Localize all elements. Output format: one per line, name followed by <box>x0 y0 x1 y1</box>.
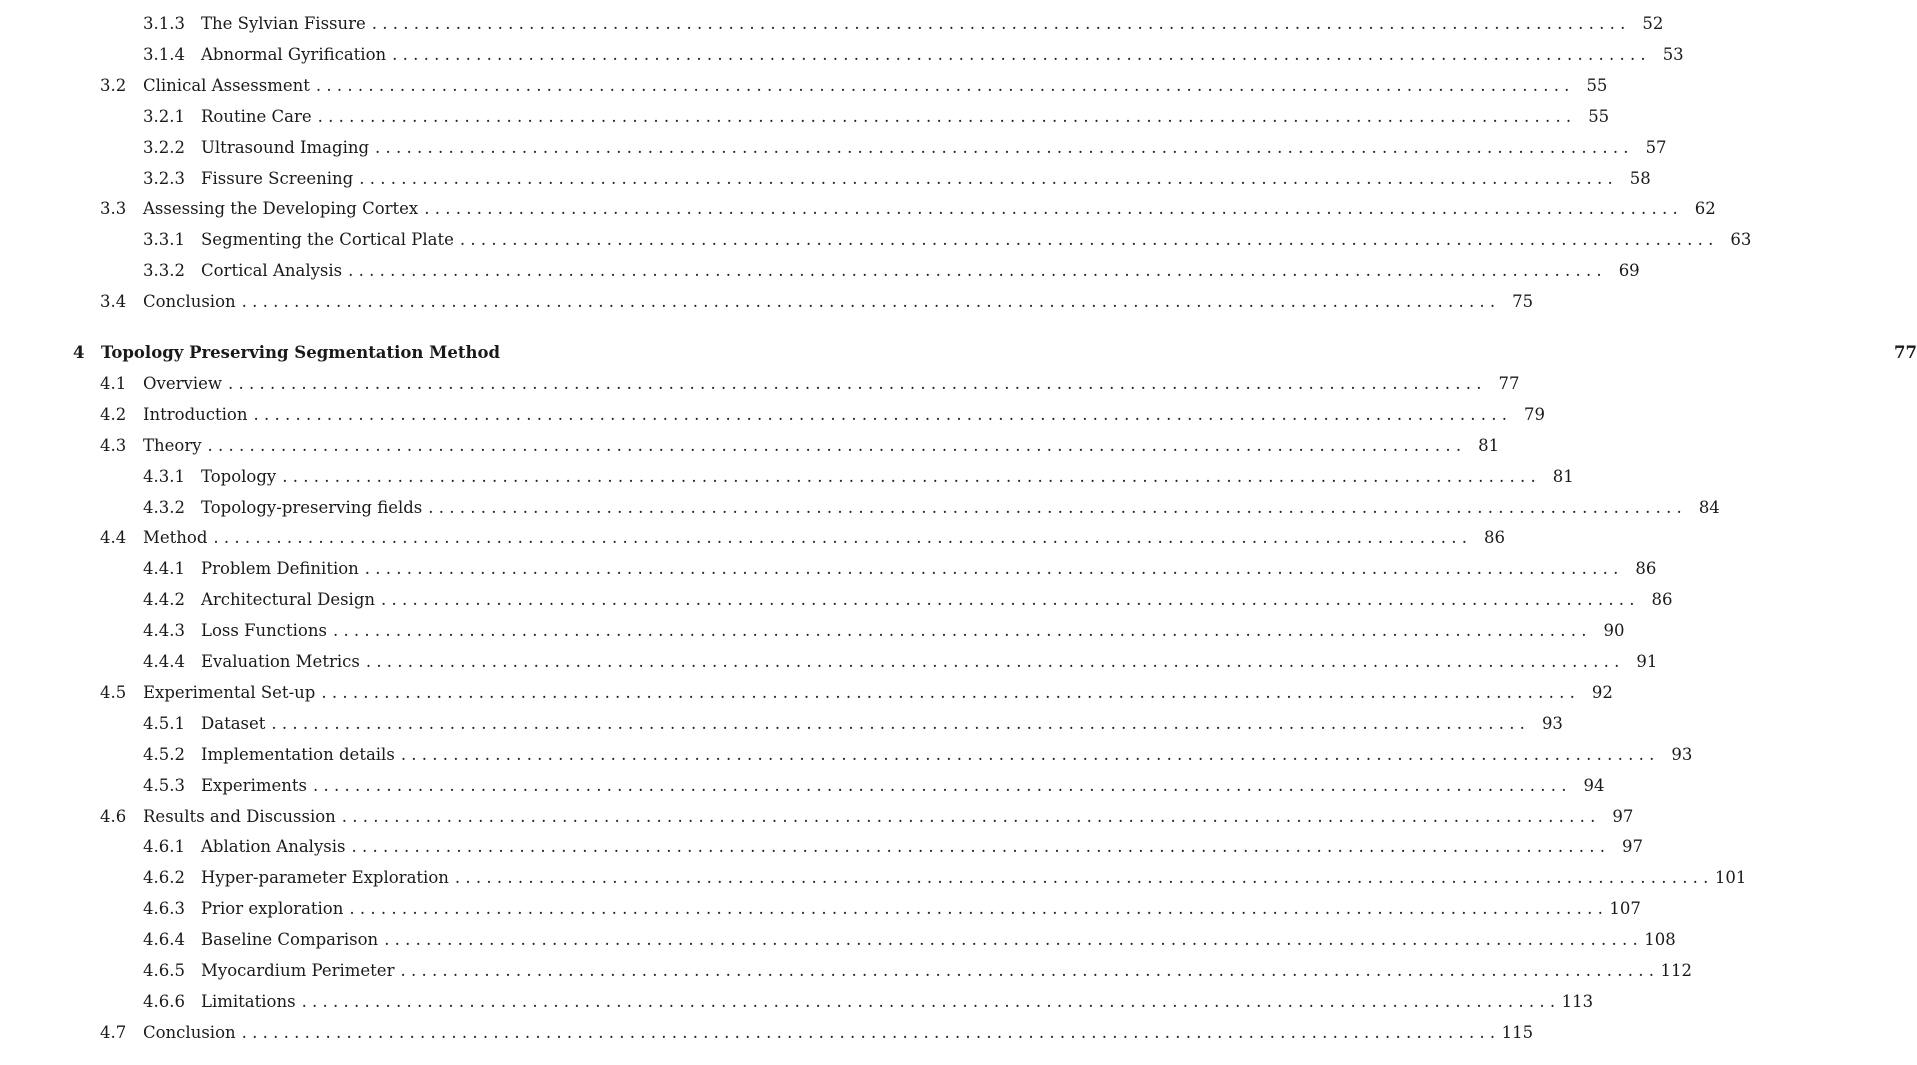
toc-dot-leader: . . . . . . . . . . . . . . . . . . . . . . . . . . . . . . . . . . . . . . . . . . . . . . . . . . . . . . . . . . . . . . . . . . . . . . . . . . . . . . . . . . . . . . . . . . . . . . . . . . . . . . . . . . . . . . . . . . . . . . . . <box>213 528 1467 548</box>
toc-entry-page: 75 <box>1512 292 1534 312</box>
toc-entry[interactable] <box>100 284 1534 312</box>
toc-entry-number: 3.2 <box>100 75 127 95</box>
toc-dot-leader: . . . . . . . . . . . . . . . . . . . . . . . . . . . . . . . . . . . . . . . . . . . . . . . . . . . . . . . . . . . . . . . . . . . . . . . . . . . . . . . . . . . . . . . . . . . . . . . . . . . . . . . . . . . . . . . . . . . . . . . . <box>384 930 1638 950</box>
toc-entry-title: Segmenting the Cortical Plate <box>201 230 454 250</box>
toc-entry[interactable] <box>143 161 1651 189</box>
toc-entry-page: 91 <box>1636 652 1658 671</box>
toc-entry-title: Method <box>143 528 208 548</box>
toc-entry-number: 3.1.3 <box>143 14 185 33</box>
toc-entry-title: Routine Care <box>201 106 312 126</box>
toc-entry-title: Architectural Design <box>201 590 376 610</box>
toc-entry-page: 58 <box>1629 168 1651 188</box>
toc-entry-number: 4.3 <box>100 435 127 455</box>
toc-dot-leader: . . . . . . . . . . . . . . . . . . . . . . . . . . . . . . . . . . . . . . . . . . . . . . . . . . . . . . . . . . . . . . . . . . . . . . . . . . . . . . . . . . . . . . . . . . . . . . . . . . . . . . . . . . . . . . . . . . . . . . . . <box>241 1022 1496 1042</box>
toc-entry-title: Experimental Set-up <box>143 682 316 702</box>
toc-entry[interactable] <box>143 737 1693 765</box>
toc-dot-leader: . . . . . . . . . . . . . . . . . . . . . . . . . . . . . . . . . . . . . . . . . . . . . . . . . . . . . . . . . . . . . . . . . . . . . . . . . . . . . . . . . . . . . . . . . . . . . . . . . . . . . . . . . . . . . . . . . . . . . . . . <box>301 991 1556 1011</box>
toc-dot-leader: . . . . . . . . . . . . . . . . . . . . . . . . . . . . . . . . . . . . . . . . . . . . . . . . . . . . . . . . . . . . . . . . . . . . . . . . . . . . . . . . . . . . . . . . . . . . . . . . . . . . . . . . . . . . . . . . . . . . . . . . <box>428 497 1682 517</box>
toc-entry-number: 4.3.2 <box>143 497 185 517</box>
toc-entry[interactable] <box>100 366 1520 394</box>
toc-entry-number: 3.1.4 <box>143 44 185 64</box>
toc-entry-title: The Sylvian Fissure <box>201 14 366 33</box>
toc-entry[interactable] <box>143 37 1684 65</box>
toc-entry-page: 86 <box>1651 590 1673 610</box>
toc-entry-page: 97 <box>1612 806 1634 826</box>
toc-entry-number: 4.1 <box>100 373 127 393</box>
toc-entry[interactable] <box>143 953 1692 981</box>
toc-entry-page: 115 <box>1501 1022 1534 1042</box>
toc-entry-title: Baseline Comparison <box>201 930 379 950</box>
toc-dot-leader: . . . . . . . . . . . . . . . . . . . . . . . . . . . . . . . . . . . . . . . . . . . . . . . . . . . . . . . . . . . . . . . . . . . . . . . . . . . . . . . . . . . . . . . . . . . . . . . . . . . . . . . . . . . . . . . . . . . . . . . . <box>392 44 1646 64</box>
toc-entry-title: Conclusion <box>143 1022 236 1042</box>
toc-dot-leader: . . . . . . . . . . . . . . . . . . . . . . . . . . . . . . . . . . . . . . . . . . . . . . . . . . . . . . . . . . . . . . . . . . . . . . . . . . . . . . . . . . . . . . . . . . . . . . . . . . . . . . . . . . . . . . . . . . . . . . . . <box>351 837 1606 857</box>
toc-entry-number: 4.6 <box>100 806 127 826</box>
toc-entry-page: 86 <box>1635 559 1657 579</box>
toc-entry-title: Assessing the Developing Cortex <box>143 199 419 219</box>
toc-dot-leader: . . . . . . . . . . . . . . . . . . . . . . . . . . . . . . . . . . . . . . . . . . . . . . . . . . . . . . . . . . . . . . . . . . . . . . . . . . . . . . . . . . . . . . . . . . . . . . . . . . . . . . . . . . . . . . . . . . . . . . . . <box>315 75 1570 95</box>
toc-entry-title: Introduction <box>143 404 248 424</box>
toc-entry-page: 113 <box>1561 991 1594 1011</box>
toc-entry[interactable] <box>100 397 1546 425</box>
toc-dot-leader: . . . . . . . . . . . . . . . . . . . . . . . . . . . . . . . . . . . . . . . . . . . . . . . . . . . . . . . . . . . . . . . . . . . . . . . . . . . . . . . . . . . . . . . . . . . . . . . . . . . . . . . . . . . . . . . . . . . . . . . . <box>400 744 1655 764</box>
toc-entry[interactable] <box>100 675 1613 703</box>
toc-entry[interactable] <box>143 891 1641 919</box>
toc-dot-leader: . . . . . . . . . . . . . . . . . . . . . . . . . . . . . . . . . . . . . . . . . . . . . . . . . . . . . . . . . . . . . . . . . . . . . . . . . . . . . . . . . . . . . . . . . . . . . . . . . . . . . . . . . . . . . . . . . . . . . . . . <box>312 775 1567 795</box>
toc-entry-page: 93 <box>1541 713 1563 733</box>
toc-entry-title: Hyper-parameter Exploration <box>201 868 449 888</box>
toc-dot-leader: . . . . . . . . . . . . . . . . . . . . . . . . . . . . . . . . . . . . . . . . . . . . . . . . . . . . . . . . . . . . . . . . . . . . . . . . . . . . . . . . . . . . . . . . . . . . . . . . . . . . . . . . . . . . . . . . . . . . . . . . <box>371 14 1626 33</box>
toc-entry-page: 77 <box>1894 343 1917 362</box>
toc-entry-page: 108 <box>1644 930 1676 950</box>
toc-entry-number: 4.4.2 <box>143 590 185 610</box>
toc-entry-title: Limitations <box>201 991 296 1011</box>
toc-entry-number: 4.6.6 <box>143 991 185 1011</box>
toc-entry[interactable] <box>143 253 1640 281</box>
toc-entry-number: 4.7 <box>100 1022 127 1042</box>
toc-entry-title: Clinical Assessment <box>143 75 310 95</box>
toc-entry-page: 112 <box>1660 961 1692 980</box>
toc-entry-title: Fissure Screening <box>201 168 354 188</box>
toc-dot-leader: . . . . . . . . . . . . . . . . . . . . . . . . . . . . . . . . . . . . . . . . . . . . . . . . . . . . . . . . . . . . . . . . . . . . . . . . . . . . . . . . . . . . . . . . . . . . . . . . . . . . . . . . . . . . . . . . . . . . . . . . <box>228 373 1482 393</box>
toc-entry-title: Myocardium Perimeter <box>201 961 395 980</box>
toc-entry-page: 62 <box>1694 199 1716 219</box>
toc-dot-leader: . . . . . . . . . . . . . . . . . . . . . . . . . . . . . . . . . . . . . . . . . . . . . . . . . . . . . . . . . . . . . . . . . . . . . . . . . . . . . . . . . . . . . . . . . . . . . . . . . . . . . . . . . . . . . . . . . . . . . . . . <box>321 682 1575 702</box>
toc-dot-leader: . . . . . . . . . . . . . . . . . . . . . . . . . . . . . . . . . . . . . . . . . . . . . . . . . . . . . . . . . . . . . . . . . . . . . . . . . . . . . . . . . . . . . . . . . . . . . . . . . . . . . . . . . . . . . . . . . . . . . . . . <box>317 106 1572 126</box>
toc-entry-page: 63 <box>1730 230 1752 250</box>
toc-dot-leader: . . . . . . . . . . . . . . . . . . . . . . . . . . . . . . . . . . . . . . . . . . . . . . . . . . . . . . . . . . . . . . . . . . . . . . . . . . . . . . . . . . . . . . . . . . . . . . . . . . . . . . . . . . . . . . . . . . . . . . . . <box>365 652 1620 671</box>
toc-entry-page: 107 <box>1609 899 1641 919</box>
toc-entry-title: Problem Definition <box>201 559 359 579</box>
toc-entry-number: 3.2.1 <box>143 106 185 126</box>
toc-entry-title: Abnormal Gyrification <box>201 44 387 64</box>
toc-entry-title: Cortical Analysis <box>201 261 343 281</box>
toc-entry-page: 97 <box>1622 837 1644 857</box>
toc-entry[interactable] <box>100 68 1608 96</box>
toc-entry-number: 4.3.1 <box>143 466 185 486</box>
toc-entry-number: 4.4.3 <box>143 621 185 641</box>
toc-entry-page: 92 <box>1591 682 1613 702</box>
toc-entry-title: Experiments <box>201 775 307 795</box>
toc-entry[interactable] <box>100 428 1500 456</box>
toc-dot-leader: . . . . . . . . . . . . . . . . . . . . . . . . . . . . . . . . . . . . . . . . . . . . . . . . . . . . . . . . . . . . . . . . . . . . . . . . . . . . . . . . . . . . . . . . . . . . . . . . . . . . . . . . . . . . . . . . . . . . . . . . <box>348 261 1602 281</box>
toc-entry[interactable] <box>100 799 1634 827</box>
toc-entry-number: 4.6.5 <box>143 961 185 980</box>
toc-entry-page: 69 <box>1618 261 1640 281</box>
toc-entry-number: 4.5 <box>100 682 127 702</box>
toc-dot-leader: . . . . . . . . . . . . . . . . . . . . . . . . . . . . . . . . . . . . . . . . . . . . . . . . . . . . . . . . . . . . . . . . . . . . . . . . . . . . . . . . . . . . . . . . . . . . . . . . . . . . . . . . . . . . . . . . . . . . . . . . <box>364 559 1619 579</box>
toc-entry-title: Dataset <box>201 713 266 733</box>
toc-entry-page: 81 <box>1478 435 1500 455</box>
toc-entry[interactable] <box>143 984 1594 1012</box>
toc-entry-number: 4.5.3 <box>143 775 185 795</box>
toc-entry-page: 77 <box>1498 373 1520 393</box>
toc-entry-title: Topology <box>201 466 277 486</box>
toc-entry-number: 4.4.4 <box>143 652 185 671</box>
toc-dot-leader: . . . . . . . . . . . . . . . . . . . . . . . . . . . . . . . . . . . . . . . . . . . . . . . . . . . . . . . . . . . . . . . . . . . . . . . . . . . . . . . . . . . . . . . . . . . . . . . . . . . . . . . . . . . . . . . . . . . . . . . . <box>454 868 1709 888</box>
toc-entry[interactable] <box>143 768 1605 796</box>
toc-entry-title: Prior exploration <box>201 899 344 919</box>
toc-entry-number: 4.4.1 <box>143 559 185 579</box>
toc-entry[interactable] <box>143 99 1610 127</box>
toc-entry-title: Implementation details <box>201 744 395 764</box>
toc-entry-number: 4 <box>73 343 85 362</box>
toc-entry-page: 94 <box>1583 775 1605 795</box>
toc-dot-leader: . . . . . . . . . . . . . . . . . . . . . . . . . . . . . . . . . . . . . . . . . . . . . . . . . . . . . . . . . . . . . . . . . . . . . . . . . . . . . . . . . . . . . . . . . . . . . . . . . . . . . . . . . . . . . . . . . . . . . . . . <box>349 899 1603 919</box>
toc-entry-page: 79 <box>1524 404 1546 424</box>
toc-entry-number: 4.6.2 <box>143 868 185 888</box>
toc-dot-leader: . . . . . . . . . . . . . . . . . . . . . . . . . . . . . . . . . . . . . . . . . . . . . . . . . . . . . . . . . . . . . . . . . . . . . . . . . . . . . . . . . . . . . . . . . . . . . . . . . . . . . . . . . . . . . . . . . . . . . . . . <box>332 621 1587 641</box>
toc-entry[interactable] <box>143 222 1752 250</box>
toc-entry-page: 90 <box>1603 621 1625 641</box>
toc-entry-page: 52 <box>1642 14 1664 33</box>
toc-entry-page: 55 <box>1588 106 1610 126</box>
toc-entry-title: Topology Preserving Segmentation Method <box>101 343 501 362</box>
toc-dot-leader: . . . . . . . . . . . . . . . . . . . . . . . . . . . . . . . . . . . . . . . . . . . . . . . . . . . . . . . . . . . . . . . . . . . . . . . . . . . . . . . . . . . . . . . . . . . . . . . . . . . . . . . . . . . . . . . . . . . . . . . . <box>459 230 1714 250</box>
toc-entry-title: Ablation Analysis <box>201 837 346 857</box>
toc-entry-title: Ultrasound Imaging <box>201 137 370 157</box>
toc-entry-number: 4.6.4 <box>143 930 185 950</box>
toc-entry-page: 86 <box>1483 528 1505 548</box>
toc-entry-title: Overview <box>143 373 222 393</box>
toc-entry-title: Conclusion <box>143 292 236 312</box>
toc-entry-page: 101 <box>1714 868 1747 888</box>
toc-entry[interactable] <box>143 6 1664 34</box>
toc-dot-leader: . . . . . . . . . . . . . . . . . . . . . . . . . . . . . . . . . . . . . . . . . . . . . . . . . . . . . . . . . . . . . . . . . . . . . . . . . . . . . . . . . . . . . . . . . . . . . . . . . . . . . . . . . . . . . . . . . . . . . . . . <box>271 713 1525 733</box>
toc-entry-page: 57 <box>1645 137 1667 157</box>
toc-dot-leader: . . . . . . . . . . . . . . . . . . . . . . . . . . . . . . . . . . . . . . . . . . . . . . . . . . . . . . . . . . . . . . . . . . . . . . . . . . . . . . . . . . . . . . . . . . . . . . . . . . . . . . . . . . . . . . . . . . . . . . . . <box>424 199 1678 219</box>
toc-entry[interactable] <box>143 582 1673 610</box>
toc-entry[interactable] <box>143 459 1574 487</box>
toc-entry[interactable] <box>100 1015 1534 1043</box>
toc-entry-number: 3.3.1 <box>143 230 185 250</box>
toc-entry-page: 81 <box>1552 466 1574 486</box>
toc-dot-leader: . . . . . . . . . . . . . . . . . . . . . . . . . . . . . . . . . . . . . . . . . . . . . . . . . . . . . . . . . . . . . . . . . . . . . . . . . . . . . . . . . . . . . . . . . . . . . . . . . . . . . . . . . . . . . . . . . . . . . . . . <box>282 466 1536 486</box>
toc-entry[interactable] <box>143 922 1676 950</box>
toc-entry[interactable] <box>143 551 1657 579</box>
toc-entry-title: Theory <box>143 435 202 455</box>
toc-entry[interactable] <box>100 191 1716 219</box>
toc-entry-page: 93 <box>1671 744 1693 764</box>
toc-entry-number: 4.6.1 <box>143 837 185 857</box>
toc-entry-page: 53 <box>1662 44 1684 64</box>
toc-entry-title: Topology-preserving fields <box>201 497 423 517</box>
toc-dot-leader: . . . . . . . . . . . . . . . . . . . . . . . . . . . . . . . . . . . . . . . . . . . . . . . . . . . . . . . . . . . . . . . . . . . . . . . . . . . . . . . . . . . . . . . . . . . . . . . . . . . . . . . . . . . . . . . . . . . . . . . . <box>381 590 1635 610</box>
toc-entry-number: 4.2 <box>100 404 127 424</box>
toc-entry-number: 4.4 <box>100 528 127 548</box>
toc-entry[interactable] <box>143 706 1563 734</box>
toc-entry[interactable] <box>143 860 1747 888</box>
toc-entry-number: 4.6.3 <box>143 899 185 919</box>
toc-entry-title: Loss Functions <box>201 621 327 641</box>
toc-entry-number: 3.3.2 <box>143 261 185 281</box>
toc-entry[interactable] <box>143 130 1667 158</box>
toc-entry-number: 4.5.1 <box>143 713 185 733</box>
toc-entry-number: 3.2.3 <box>143 168 185 188</box>
toc-dot-leader: . . . . . . . . . . . . . . . . . . . . . . . . . . . . . . . . . . . . . . . . . . . . . . . . . . . . . . . . . . . . . . . . . . . . . . . . . . . . . . . . . . . . . . . . . . . . . . . . . . . . . . . . . . . . . . . . . . . . . . . . <box>341 806 1596 826</box>
toc-dot-leader: . . . . . . . . . . . . . . . . . . . . . . . . . . . . . . . . . . . . . . . . . . . . . . . . . . . . . . . . . . . . . . . . . . . . . . . . . . . . . . . . . . . . . . . . . . . . . . . . . . . . . . . . . . . . . . . . . . . . . . . . <box>400 961 1654 980</box>
toc-entry[interactable] <box>143 829 1644 857</box>
toc-entry-number: 3.2.2 <box>143 137 185 157</box>
toc-entry[interactable] <box>100 520 1505 548</box>
toc-entry-number: 3.4 <box>100 292 127 312</box>
toc-dot-leader: . . . . . . . . . . . . . . . . . . . . . . . . . . . . . . . . . . . . . . . . . . . . . . . . . . . . . . . . . . . . . . . . . . . . . . . . . . . . . . . . . . . . . . . . . . . . . . . . . . . . . . . . . . . . . . . . . . . . . . . . <box>359 168 1613 188</box>
toc-entry-number: 4.5.2 <box>143 744 185 764</box>
toc-dot-leader: . . . . . . . . . . . . . . . . . . . . . . . . . . . . . . . . . . . . . . . . . . . . . . . . . . . . . . . . . . . . . . . . . . . . . . . . . . . . . . . . . . . . . . . . . . . . . . . . . . . . . . . . . . . . . . . . . . . . . . . . <box>375 137 1629 157</box>
toc-dot-leader: . . . . . . . . . . . . . . . . . . . . . . . . . . . . . . . . . . . . . . . . . . . . . . . . . . . . . . . . . . . . . . . . . . . . . . . . . . . . . . . . . . . . . . . . . . . . . . . . . . . . . . . . . . . . . . . . . . . . . . . . <box>241 292 1496 312</box>
toc-entry-title: Results and Discussion <box>143 806 336 826</box>
toc-entry-number: 3.3 <box>100 199 127 219</box>
toc-entry-title: Evaluation Metrics <box>201 652 360 671</box>
toc-entry-page: 55 <box>1586 75 1608 95</box>
toc-chapter-entry[interactable] <box>73 335 1917 363</box>
toc-entry-page: 84 <box>1698 497 1720 517</box>
toc-entry[interactable] <box>143 644 1658 672</box>
toc-dot-leader: . . . . . . . . . . . . . . . . . . . . . . . . . . . . . . . . . . . . . . . . . . . . . . . . . . . . . . . . . . . . . . . . . . . . . . . . . . . . . . . . . . . . . . . . . . . . . . . . . . . . . . . . . . . . . . . . . . . . . . . . <box>207 435 1462 455</box>
toc-entry[interactable] <box>143 613 1625 641</box>
toc-dot-leader: . . . . . . . . . . . . . . . . . . . . . . . . . . . . . . . . . . . . . . . . . . . . . . . . . . . . . . . . . . . . . . . . . . . . . . . . . . . . . . . . . . . . . . . . . . . . . . . . . . . . . . . . . . . . . . . . . . . . . . . . <box>253 404 1508 424</box>
toc-entry[interactable] <box>143 490 1720 518</box>
